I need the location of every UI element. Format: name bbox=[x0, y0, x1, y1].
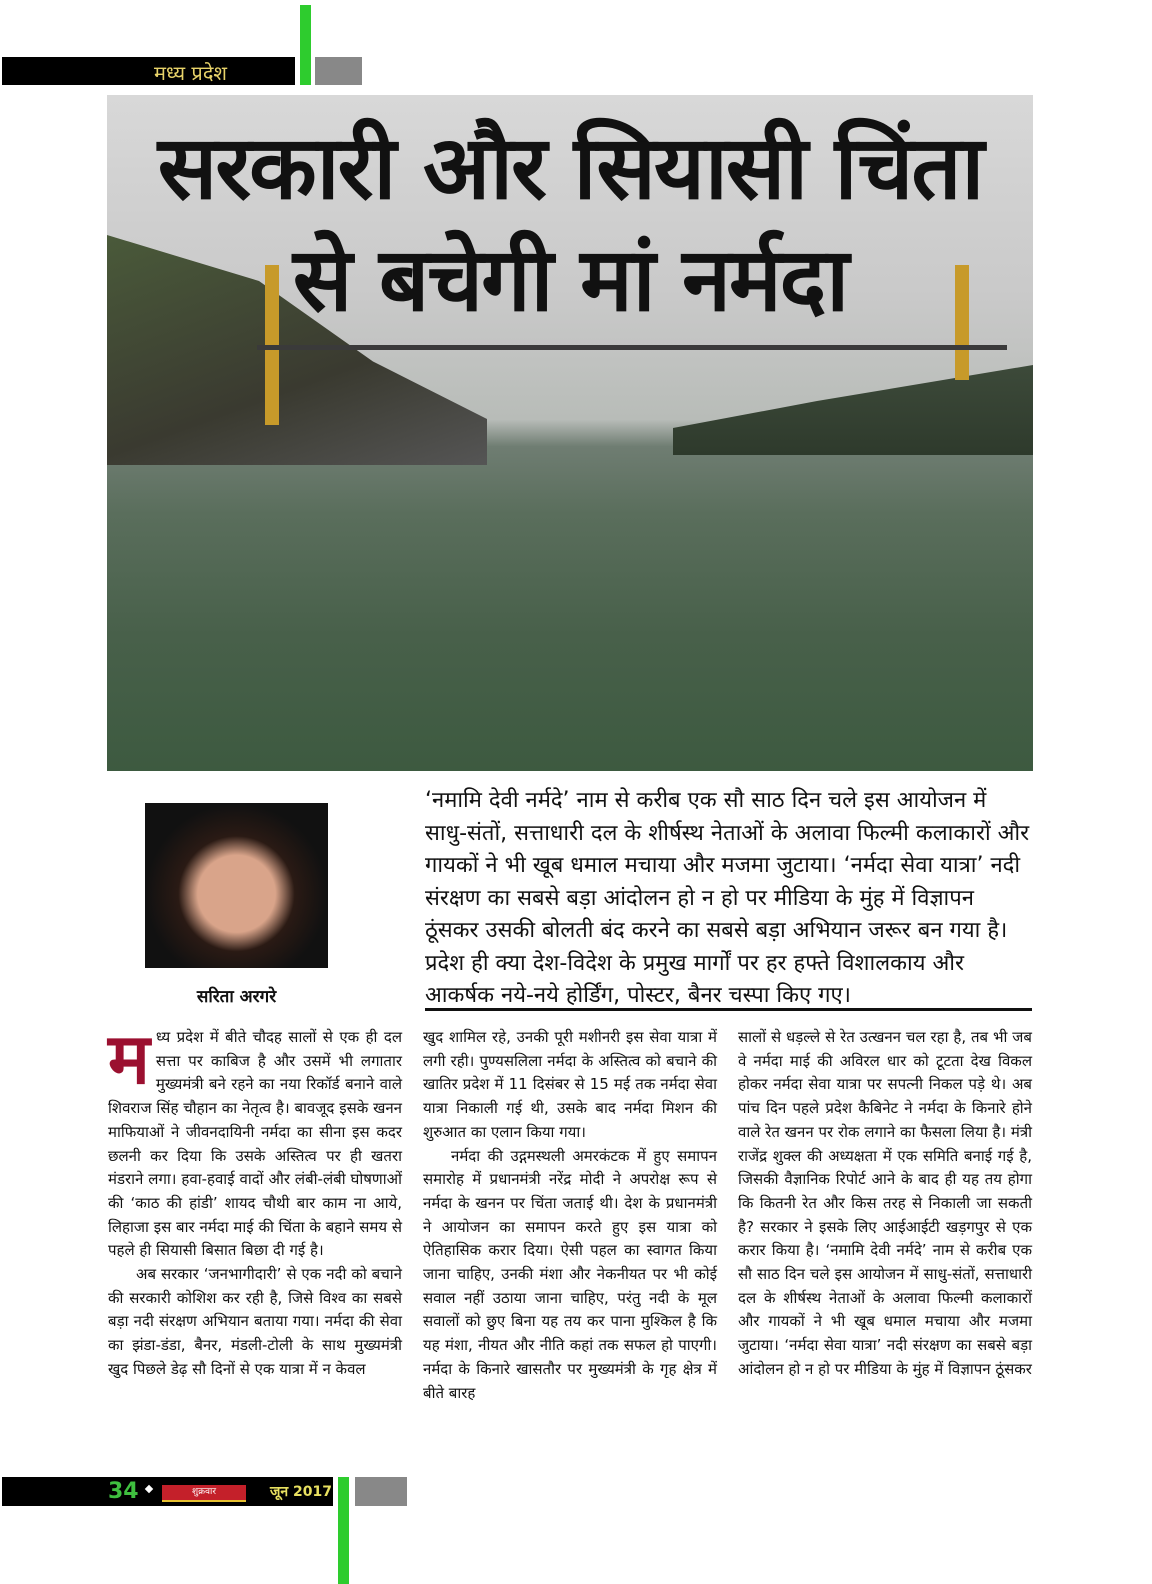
section-header-bar bbox=[2, 57, 295, 85]
issue-date: जून 2017 bbox=[270, 1484, 332, 1500]
author-photo bbox=[145, 803, 328, 968]
green-accent-bar bbox=[300, 5, 311, 85]
paragraph: नर्मदा की उद्गमस्थली अमरकंटक में हुए समापन समारोह में प्रधानमंत्री नरेंद्र मोदी ने अपरोक्ष रूप से नर्मदा के खनन पर चिंता जताई थी। देश के प्रधानमंत्री ने आयोजन का समापन करते हुए इस यात्रा को ऐतिहासिक करार दिया। ऐसी पहल का स्वागत किया जाना चाहिए, उनकी मंशा और नेकनीयत पर भी कोई सवाल नहीं उठाया जाना चाहिए, परंतु नदी के मूल सवालों को छुए बिना यह तय कर पाना मुश्किल है कि यह मंशा, नीयत और नीति कहां तक सफल हो पाएगी। नर्मदा के किनारे खासतौर पर मुख्यमंत्री के गृह क्षेत्र में बीते बारह bbox=[423, 1146, 717, 1402]
photo-bank bbox=[673, 365, 1033, 455]
footer-green-bar bbox=[338, 1477, 349, 1584]
article-column-2 bbox=[423, 1026, 717, 1405]
paragraph: खुद शामिल रहे, उनकी पूरी मशीनरी इस सेवा यात्रा में लगी रही। पुण्यसलिला नर्मदा के अस्तित्व को बचाने की खातिर प्रदेश में 11 दिसंबर से 15 मई तक नर्मदा सेवा यात्रा निकाली गई थी, उसके बाद नर्मदा मिशन की शुरुआत का एलान किया गया। bbox=[423, 1028, 717, 1141]
headline-line-2: से बचेगी मां नर्मदा bbox=[292, 228, 848, 331]
pull-quote: ‘नमामि देवी नर्मदे’ नाम से करीब एक सौ साठ दिन चले इस आयोजन में साधु-संतों, सत्ताधारी दल के शीर्षस्थ नेताओं के अलावा फिल्मी कलाकारों और गायकों ने भी खूब धमाल मचाया और मजमा जुटाया। ‘नर्मदा सेवा यात्रा’ नदी संरक्षण का सबसे बड़ा आंदोलन हो न हो पर मीडिया के मुंह में विज्ञापन ठूंसकर उसकी बोलती बंद करने का सबसे बड़ा अभियान जरूर बन गया है। प्रदेश ही क्या देश-विदेश के प्रमुख मार्गों पर हर हफ्ते विशालकाय और आकर्षक नये-नये होर्डिंग, पोस्टर, बैनर चस्पा किए गए। bbox=[425, 788, 1030, 1008]
article-column-3 bbox=[738, 1026, 1032, 1382]
author-name: सरिता अरगरे bbox=[196, 987, 277, 1007]
gray-accent-block bbox=[315, 57, 362, 85]
bridge-deck bbox=[257, 345, 1007, 350]
pull-quote-rule bbox=[425, 1008, 1032, 1011]
paragraph: ध्य प्रदेश में बीते चौदह सालों से एक ही दल सत्ता पर काबिज है और उसमें भी लगातार मुख्यमंत्री बने रहने का नया रिकॉर्ड बनाने वाले शिवराज सिंह चौहान का नेतृत्व है। बावजूद इसके खनन माफियाओं ने जीवनदायिनी नर्मदा का सीना इस कदर छलनी कर दिया कि उसके अस्तित्व पर ही खतरा मंडराने लगा। हवा-हवाई वादों और लंबी-लंबी घोषणाओं की ‘काठ की हांडी’ शायद चौथी बार काम ना आये, लिहाजा इस बार नर्मदा माई की चिंता के बहाने समय से पहले ही सियासी बिसात बिछा दी गई है। bbox=[108, 1028, 402, 1260]
page-number: 34 bbox=[108, 1479, 139, 1504]
article-column-1 bbox=[108, 1018, 402, 1382]
drop-cap: म bbox=[108, 1018, 150, 1100]
headline-line-1: सरकारी और सियासी चिंता bbox=[157, 116, 983, 219]
paragraph: सालों से धड़ल्ले से रेत उत्खनन चल रहा है, तब भी जब वे नर्मदा माई की अविरल धार को टूटता देख विकल होकर नर्मदा सेवा यात्रा पर सपत्नी निकल पड़े थे। अब पांच दिन पहले प्रदेश कैबिनेट ने नर्मदा के किनारे होने वाले रेत खनन पर रोक लगाने का फैसला लिया है। मंत्री राजेंद्र शुक्ल की अध्यक्षता में एक समिति बनाई गई है, जिसकी वैज्ञानिक रिपोर्ट आने के बाद ही यह तय होगा कि कितनी रेत और किस तरह से निकाली जा सकती है? सरकार ने इसके लिए आईआईटी खड़गपुर से एक करार किया है। ‘नमामि देवी नर्मदे’ नाम से करीब एक सौ साठ दिन चले इस आयोजन में साधु-संतों, सत्ताधारी दल के शीर्षस्थ नेताओं के अलावा फिल्मी कलाकारों और गायकों ने भी खूब धमाल मचाया और मजमा जुटाया। ‘नर्मदा सेवा यात्रा’ नदी संरक्षण का सबसे बड़ा आंदोलन हो न हो पर मीडिया के मुंह में विज्ञापन ठूंसकर bbox=[738, 1028, 1032, 1378]
headline bbox=[107, 112, 1033, 336]
section-label: मध्य प्रदेश bbox=[154, 61, 228, 85]
magazine-logo: शुक्रवार bbox=[162, 1485, 246, 1502]
paragraph: अब सरकार ‘जनभागीदारी’ से एक नदी को बचाने की सरकारी कोशिश कर रही है, जिसे विश्व का सबसे बड़ा नदी संरक्षण अभियान बताया गया। नर्मदा की सेवा का झंडा-डंडा, बैनर, मंडली-टोली के साथ मुख्यमंत्री खुद पिछले डेढ़ सौ दिनों से एक यात्रा में न केवल bbox=[108, 1265, 402, 1378]
footer-gray-block bbox=[355, 1477, 407, 1506]
